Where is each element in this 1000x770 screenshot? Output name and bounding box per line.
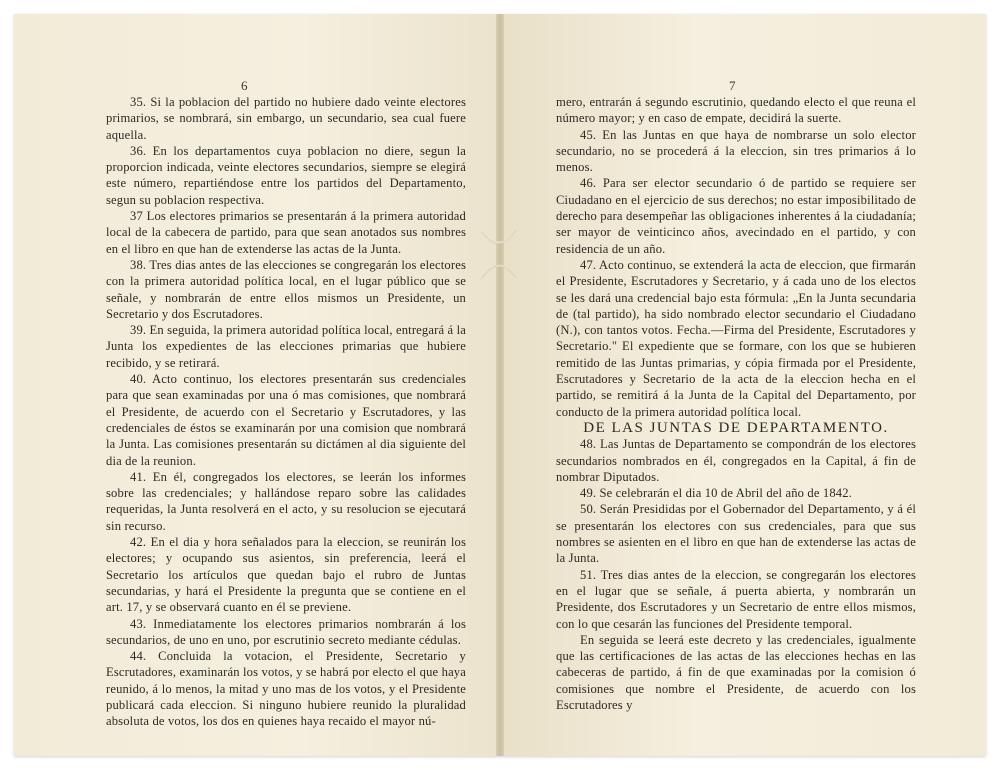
booklet-spread [14,14,986,756]
article-41: 41. En él, congregados los electores, se leerán los informes sobre las credenciales; y hallándose reparo sobre las calidades requeridas, la Junta resolverá en el acto, y su resolucion se ejecutará sin recurso. [106,469,466,533]
section-heading: DE LAS JUNTAS DE DEPARTAMENTO. [583,419,889,436]
article-49: 49. Se celebrarán el dia 10 de Abril del año de 1842. [580,486,852,501]
article-42: 42. En el dia y hora señalados para la eleccion, se reunirán los electores; y ocupando sus asientos, sin preferencia, leerá el Secretario los artículos que quedan bajo el rubro de Juntas secundarias, y hará el Presidente la pregunta que se contiene en el art. 17, y se observará cuanto en él se previene. [106,535,466,615]
article-39: 39. En seguida, la primera autoridad política local, entregará á la Junta los expedientes de las elecciones primarias que hubiere recibido, y se retirará. [106,323,466,370]
article-35: 35. Si la poblacion del partido no hubiere dado veinte electores primarios, se nombrará, sin embargo, un secundario, sea cual fuere aquella. [106,95,466,142]
article-50: 50. Serán Presididas por el Gobernador del Departamento, y á él se presentarán los electores con sus credenciales, para que sus nombres se asienten en el libro en que han de extenderse las actas de la Junta. [556,502,916,566]
article-51: 51. Tres dias antes de la eleccion, se congregarán los electores en el lugar que se señale, á puerta abierta, y nombrarán un Presidente, dos Escrutadores y un Secretario de entre ellos mismos, con lo que cesarán las funciones del Presidente temporal. [556,567,916,631]
article-37: 37 Los electores primarios se presentarán á la primera autoridad local de la cabecera de partido, para que sean anotados sus nombres en el libro en que han de extenderse las actas de la Junta. [106,209,466,256]
page-body [106,94,466,730]
article-48: 48. Las Juntas de Departamento se compondrán de los electores secundarios nombrados en él, congregados en la Capital, á fin de nombrar Diputados. [556,437,916,484]
page-body [556,94,916,713]
right-page [504,14,986,756]
binding-thread-icon [476,224,522,284]
article-36: 36. En los departamentos cuya poblacion no diere, segun la proporcion indicada, veinte electores secundarios, siempre se elegirá este número, repartiéndose entre los partidos del Departamento, segun su poblacion respectiva. [106,143,466,207]
left-page [14,14,496,756]
article-38: 38. Tres dias antes de las elecciones se congregarán los electores con la primera autoridad política local, en el lugar público que se señale, y nombrarán de entre ellos mismos un Presidente, un Secretario y dos Escrutadores. [106,257,466,321]
article-46: 46. Para ser elector secundario ó de partido se requiere ser Ciudadano en el ejercicio de sus derechos; no estar imposibilitado de derecho para desempeñar las obligaciones inherentes á la ciudadanía; ser mayor de veinticinco años, avecindado en el partido, y con residencia de un año. [556,176,916,256]
article-45: 45. En las Juntas en que haya de nombrarse un solo elector secundario, no se procederá á la eleccion, sin tres primarios á lo menos. [556,127,916,175]
article-47: 47. Acto continuo, se extenderá la acta de eleccion, que firmarán el Presidente, Escrutadores y Secretario, y á cada uno de los electos se les dará una credencial bajo esta fórmula: „En la Junta secundaria de (tal partido), ha sido nombrado elector secundario el Ciudadano (N.), con tantos votos. Fecha.—Firma del Presidente, Escrutadores y Secretario." El expediente que se formare, con los que se hubieren remitido de las Juntas primarias, y cópia firmada por el Presidente, Escrutadores y Secretario de la acta de la eleccion hecha en el partido, se remitirá á la Junta de la Capital del Departamento, por conducto de la primera autoridad política local. [556,257,916,419]
article-43: 43. Inmediatamente los electores primarios nombrarán á los secundarios, de uno en uno, por escrutinio secreto mediante cédulas. [106,616,466,647]
article-40: 40. Acto continuo, los electores presentarán sus credenciales para que sean examinadas por una ó mas comisiones, que nombrará el Presidente, de acuerdo con el Secretario y Escrutadores, y las credenciales de éstos se examinarán por una comision que nombrará la Junta. Las comisiones presentarán su dictámen al dia siguiente del dia de la reunion. [106,372,466,468]
gutter-fold [496,14,504,756]
article-44-continued: mero, entrarán á segundo escrutinio, quedando electo el que reuna el número mayor; y en caso de empate, decidirá la suerte. [556,95,916,126]
page-number: 7 [729,78,736,93]
page-number: 6 [241,78,248,93]
article-52: En seguida se leerá este decreto y las credenciales, igualmente que las certificaciones de las actas de las elecciones hechas en las cabeceras de partido, á fin de que examinadas por la comision ó comisiones que nombre el Presidente, de acuerdo con los Escrutadores y [556,632,916,712]
article-44: 44. Concluida la votacion, el Presidente, Secretario y Escrutadores, examinarán los votos, y se habrá por electo el que haya reunido, á lo menos, la mitad y uno mas de los votos, y el Presidente publicará cada eleccion. Si ninguno hubiere reunido la pluralidad absoluta de votos, los dos en quienes haya recaido el mayor nú- [106,649,466,729]
